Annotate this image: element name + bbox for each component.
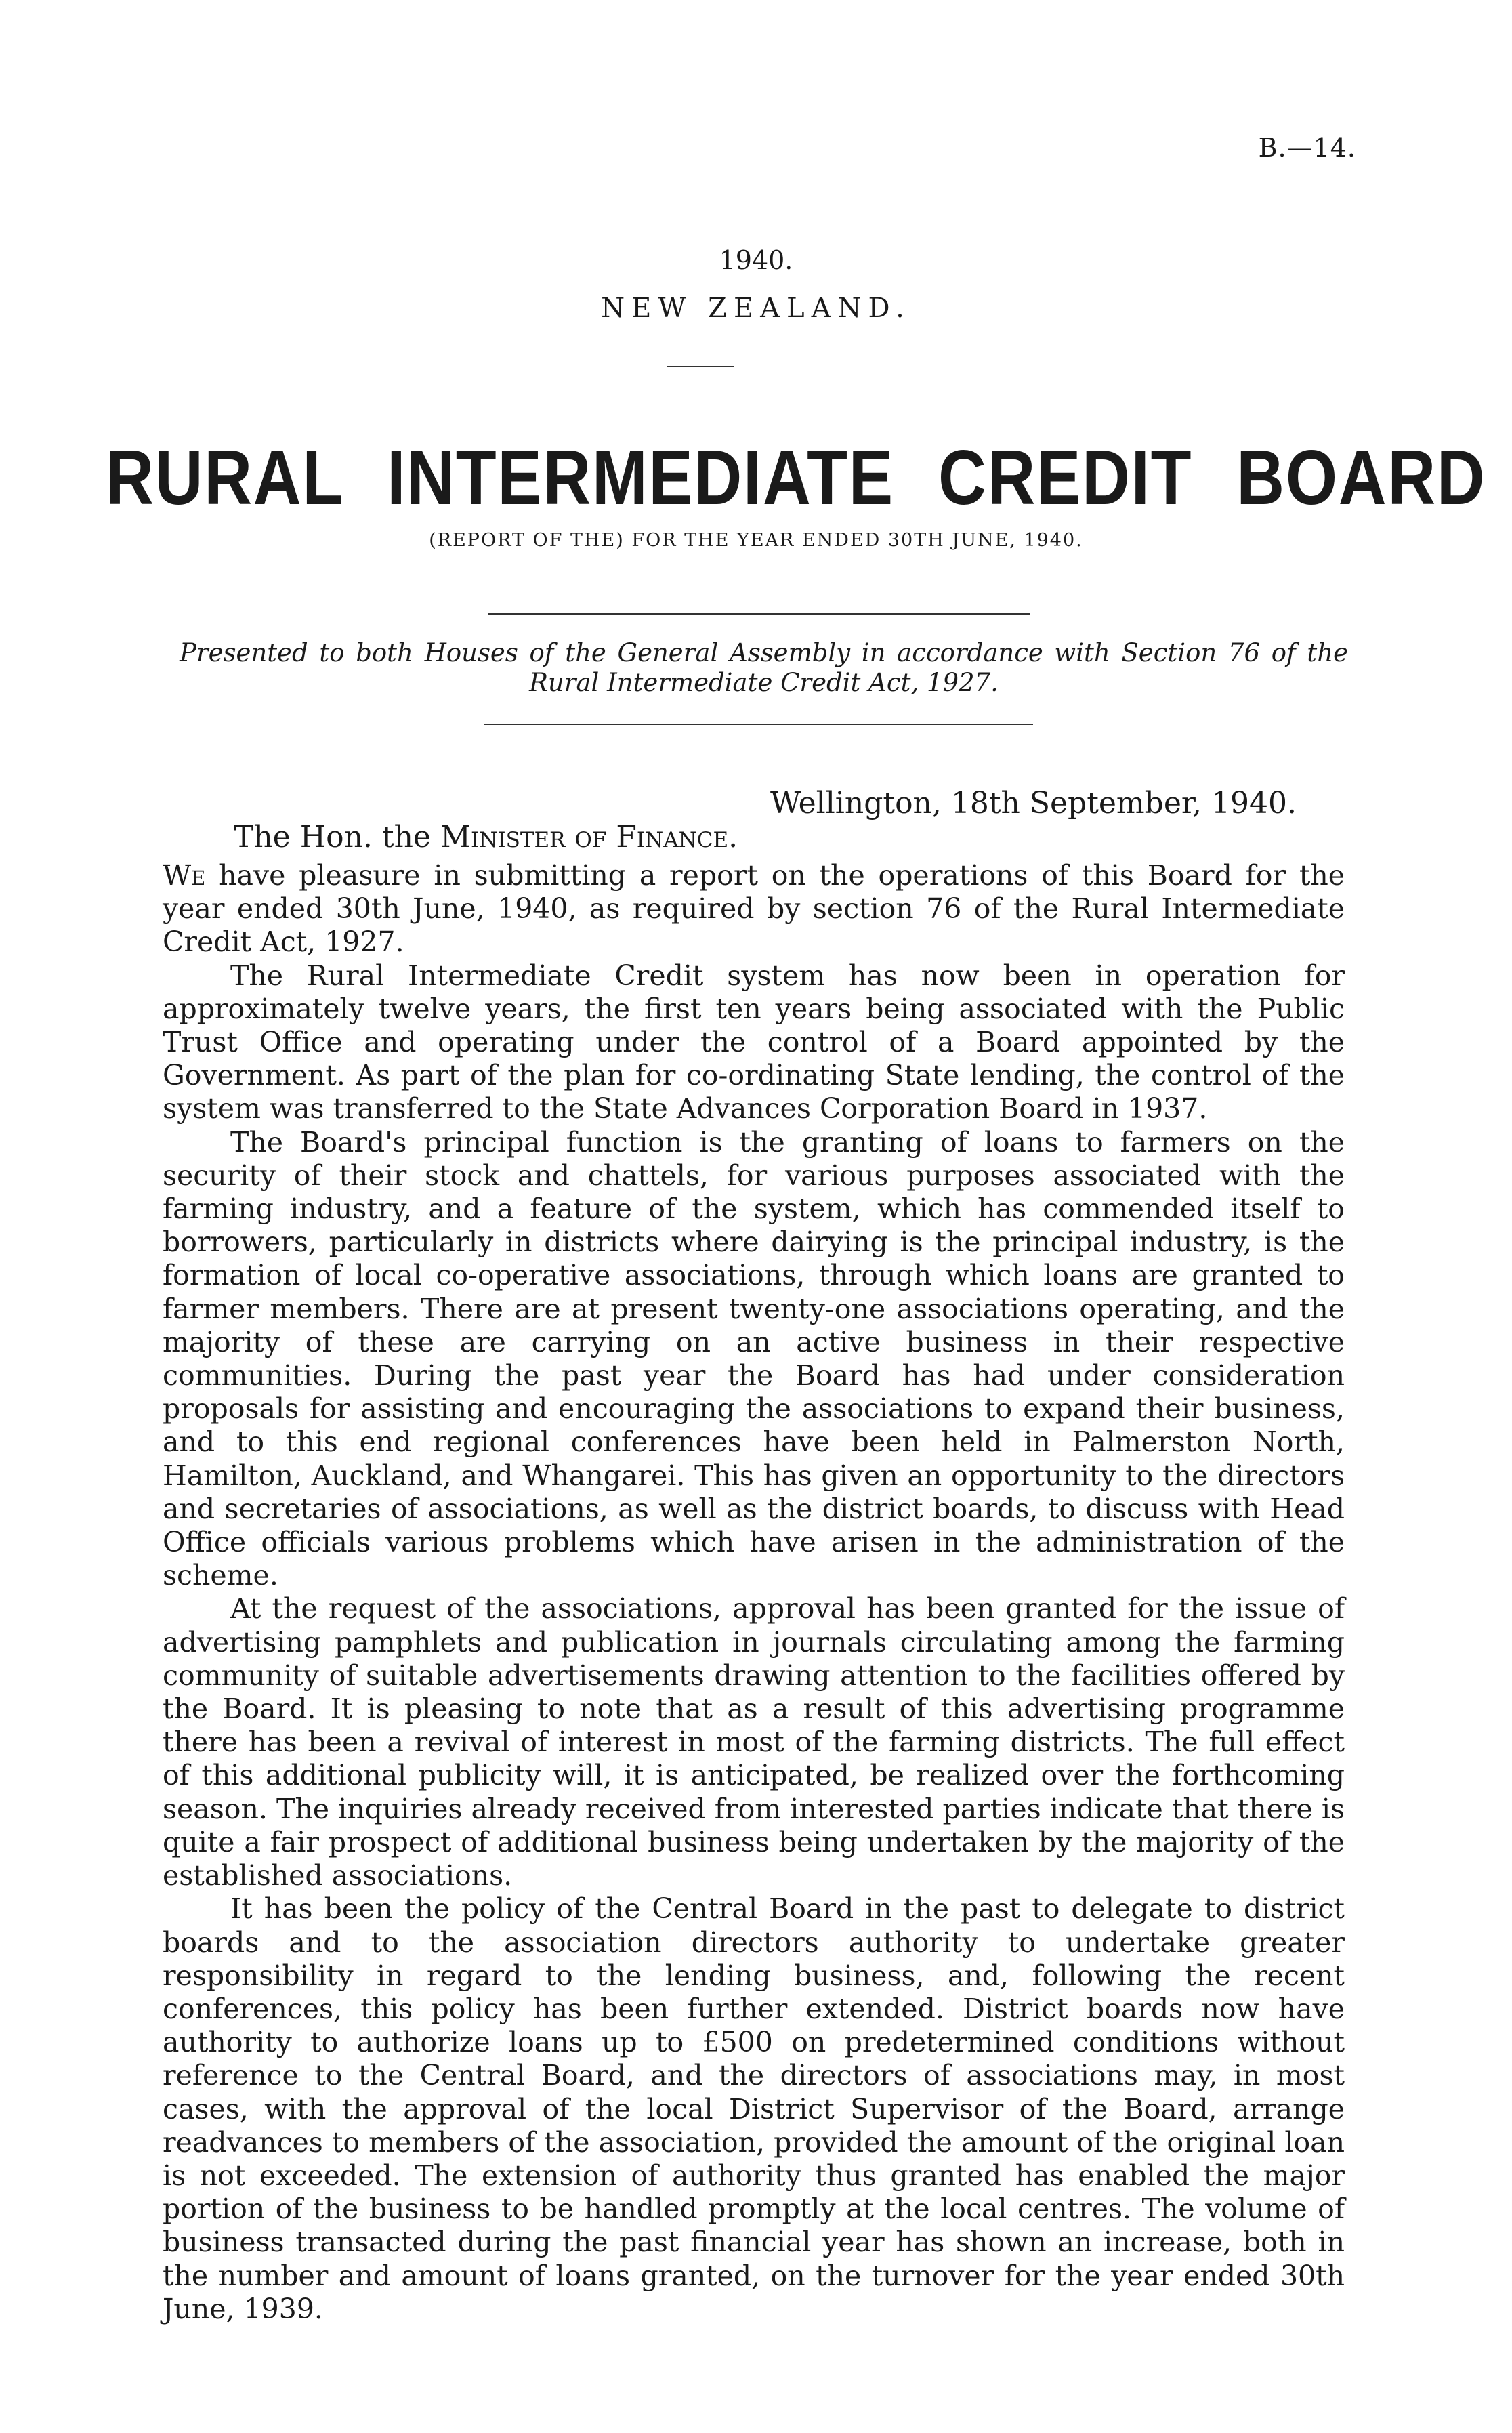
divider-upper [488, 613, 1030, 615]
letter-addressee [234, 820, 738, 854]
paragraph-4: At the request of the associations, approval has been granted for the issue of advertising pamphlets and publication in journals circulating among the farming community of suitable advertisements drawing attention to the facilities offered by the Board. It is pleasing to note that as a result of this advertising programme there has been a revival of interest in most of the farming districts. The full effect of this additional publicity will, it is anticipated, be realized over the forthcoming season. The inquiries already received from interested parties indicate that there is quite a fair prospect of additional business being undertaken by the majority of the established associations. [163, 1592, 1345, 1892]
document-year: 1940. [719, 245, 793, 275]
letter-dateline: Wellington, 18th September, 1940. [770, 786, 1297, 820]
paragraph-2: The Rural Intermediate Credit system has now been in operation for approximately twelve years, the first ten years being associated with the Public Trust Office and operating under the control of a Board appointed by the Government. As part of the plan for co-ordinating State lending, the control of the system was transferred to the State Advances Corporation Board in 1937. [163, 959, 1345, 1125]
addressee-title: Minister of Finance [440, 820, 729, 854]
paragraph-3: The Board's principal function is the granting of loans to farmers on the security of their stock and chattels, for various purposes associated with the farming industry, and a feature of the system, which has commended itself to borrowers, particularly in districts where dairying is the principal industry, is the formation of local co-operative associations, through which loans are granted to farmer members. There are at present twenty-one associations operating, and the majority of these are carrying on an active business in their respective communities. During the past year the Board has had under consideration proposals for assisting and encouraging the associations to expand their business, and to this end regional conferences have been held in Palmerston North, Hamilton, Auckland, and Whangarei. This has given an opportunity to the directors and secretaries of associations, as well as the district boards, to discuss with Head Office officials various problems which have arisen in the administration of the scheme. [163, 1125, 1345, 1592]
report-subtitle: (REPORT OF THE) FOR THE YEAR ENDED 30TH JUNE, 1940. [429, 530, 1083, 551]
document-reference: B.—14. [1258, 133, 1356, 163]
presentation-note: Presented to both Houses of the General Assembly in accordance with Section 76 of the Rural Intermediate Credit Act, 1927. [180, 638, 1348, 697]
addressee-suffix: . [728, 820, 738, 854]
paragraph-1-text: have pleasure in submitting a report on the operations of this Board for the year ended 30th June, 1940, as required by section 76 of the Rural Intermediate Credit Act, 1927. [163, 859, 1345, 959]
short-divider [667, 366, 734, 367]
divider-lower [484, 724, 1033, 725]
opening-word: We [163, 859, 206, 892]
letter-body [163, 859, 1345, 2326]
country-heading: NEW ZEALAND. [601, 293, 911, 324]
addressee-prefix: The Hon. the [234, 820, 440, 854]
report-title: RURAL INTERMEDIATE CREDIT BOARD [106, 435, 1486, 521]
paragraph-5: It has been the policy of the Central Board in the past to delegate to district boards and to the association directors authority to undertake greater responsibility in regard to the lending business, and, following the recent conferences, this policy has been further extended. District boards now have authority to authorize loans up to £500 on predetermined conditions without reference to the Central Board, and the directors of associations may, in most cases, with the approval of the local District Supervisor of the Board, arrange readvances to members of the association, provided the amount of the original loan is not exceeded. The extension of authority thus granted has enabled the major portion of the business to be handled promptly at the local centres. The volume of business transacted during the past financial year has shown an increase, both in the number and amount of loans granted, on the turnover for the year ended 30th June, 1939. [163, 1892, 1345, 2325]
paragraph-1 [163, 859, 1345, 959]
